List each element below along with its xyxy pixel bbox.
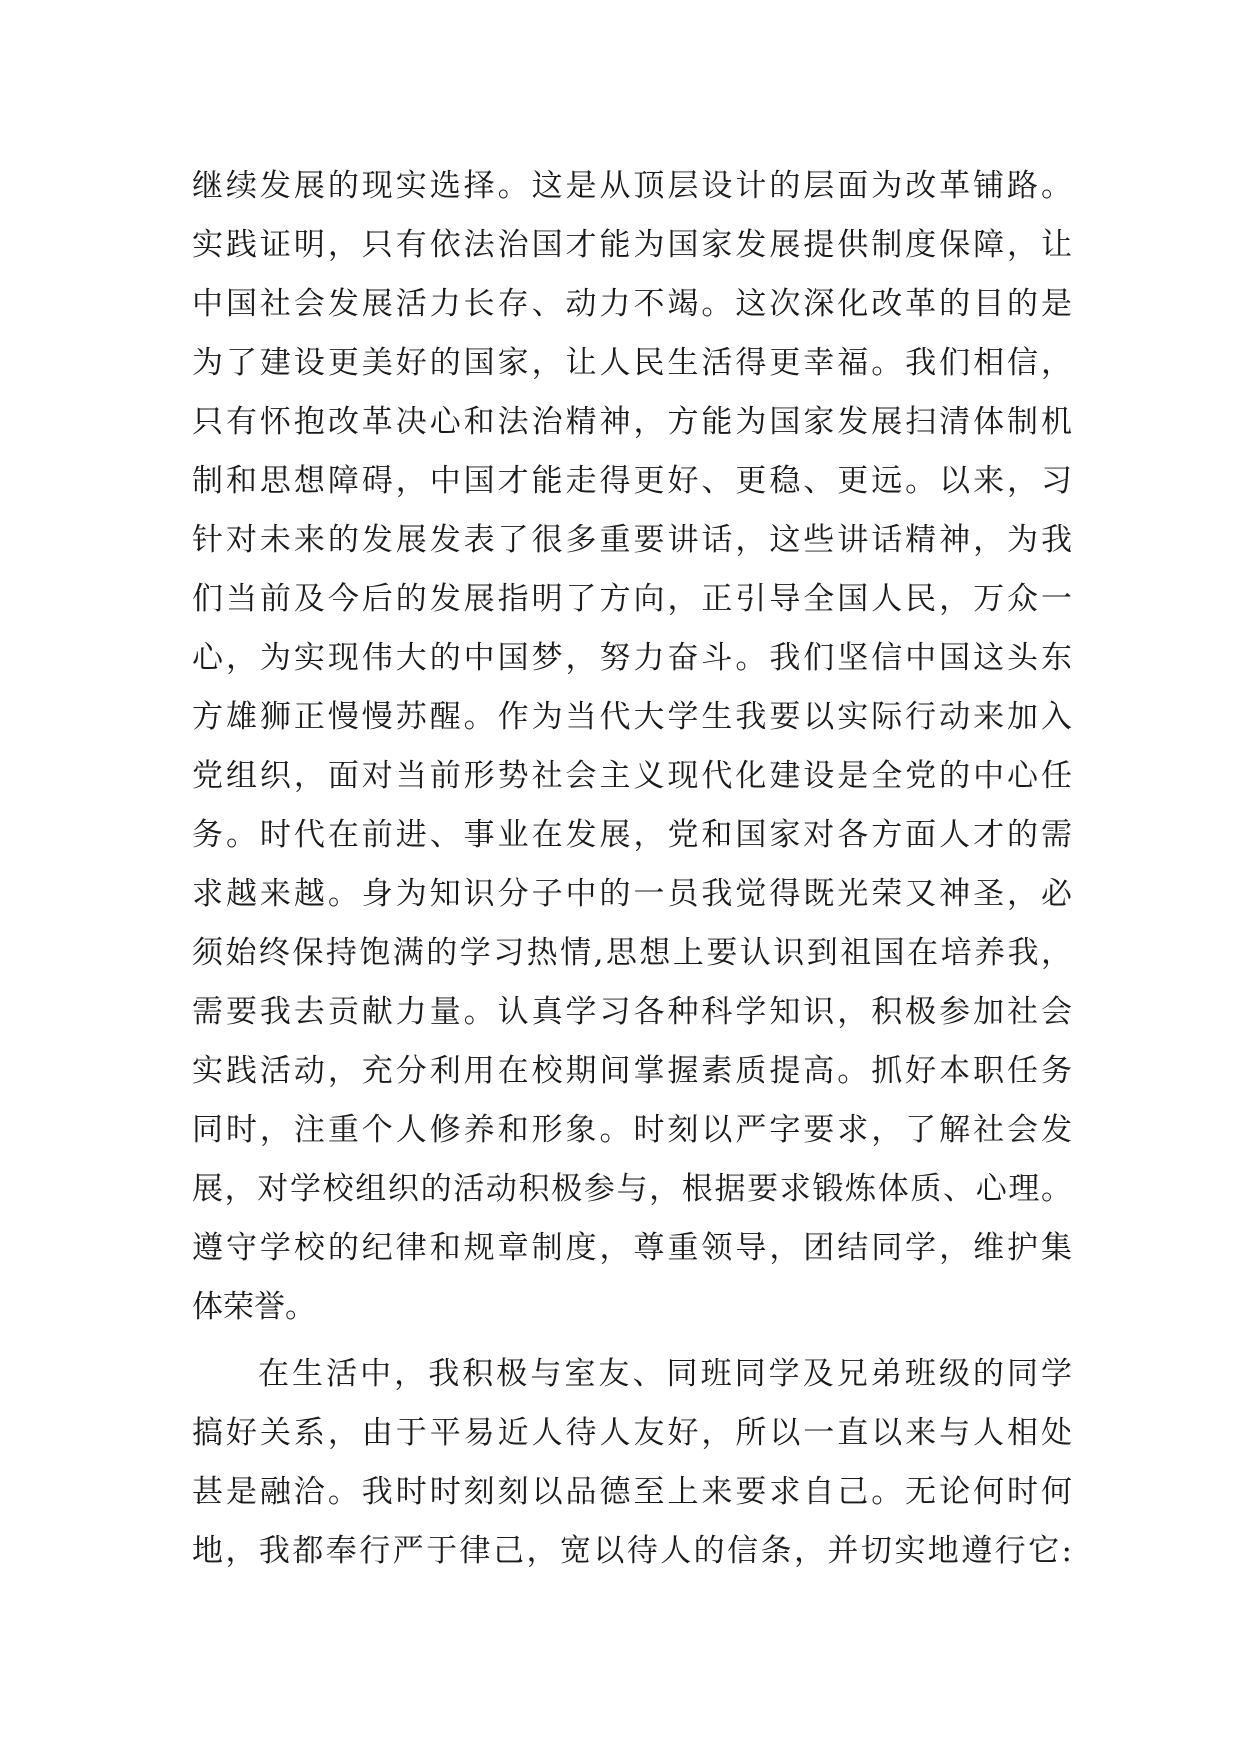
text-line: 遵守学校的纪律和规章制度，尊重领导，团结同学，维护集: [192, 1230, 1072, 1266]
text-line: 心，为实现伟大的中国梦，努力奋斗。我们坚信中国这头东: [192, 640, 1072, 676]
text-line: 为了建设更美好的国家，让人民生活得更幸福。我们相信，: [192, 345, 1072, 381]
text-line: 方雄狮正慢慢苏醒。作为当代大学生我要以实际行动来加入: [192, 699, 1072, 735]
text-line: 需要我去贡献力量。认真学习各种科学知识，积极参加社会: [192, 994, 1072, 1030]
text-line: 针对未来的发展发表了很多重要讲话，这些讲话精神，为我: [192, 522, 1072, 558]
text-line: 同时，注重个人修养和形象。时刻以严字要求，了解社会发: [192, 1112, 1072, 1148]
text-line: 继续发展的现实选择。这是从顶层设计的层面为改革铺路。: [192, 168, 1072, 204]
text-line: 只有怀抱改革决心和法治精神，方能为国家发展扫清体制机: [192, 404, 1072, 440]
paragraph-1: [192, 157, 1072, 1337]
text-line: 甚是融洽。我时时刻刻以品德至上来要求自己。无论何时何: [192, 1474, 1072, 1510]
text-line: 中国社会发展活力长存、动力不竭。这次深化改革的目的是: [192, 286, 1072, 322]
paragraph-spacing: [192, 1337, 1072, 1345]
body-text: [192, 157, 1072, 1581]
text-line: 地，我都奉行严于律己，宽以待人的信条，并切实地遵行它:: [192, 1533, 1072, 1569]
text-line: 们当前及今后的发展指明了方向，正引导全国人民，万众一: [192, 581, 1072, 617]
text-line: 求越来越。身为知识分子中的一员我觉得既光荣又神圣，必: [192, 876, 1072, 912]
text-line: 体荣誉。: [192, 1289, 316, 1325]
text-line: 搞好关系，由于平易近人待人友好，所以一直以来与人相处: [192, 1415, 1072, 1451]
text-line: 实践证明，只有依法治国才能为国家发展提供制度保障，让: [192, 227, 1072, 263]
text-line: 务。时代在前进、事业在发展，党和国家对各方面人才的需: [192, 817, 1072, 853]
text-line: 在生活中，我积极与室友、同班同学及兄弟班级的同学: [258, 1356, 1072, 1392]
text-line: 展，对学校组织的活动积极参与，根据要求锻炼体质、心理。: [192, 1171, 1072, 1207]
text-line: 制和思想障碍，中国才能走得更好、更稳、更远。以来，习: [192, 463, 1072, 499]
text-line: 党组织，面对当前形势社会主义现代化建设是全党的中心任: [192, 758, 1072, 794]
text-line: 须始终保持饱满的学习热情,思想上要认识到祖国在培养我，: [192, 935, 1072, 971]
paragraph-2: [192, 1345, 1072, 1581]
text-line: 实践活动，充分利用在校期间掌握素质提高。抓好本职任务: [192, 1053, 1072, 1089]
